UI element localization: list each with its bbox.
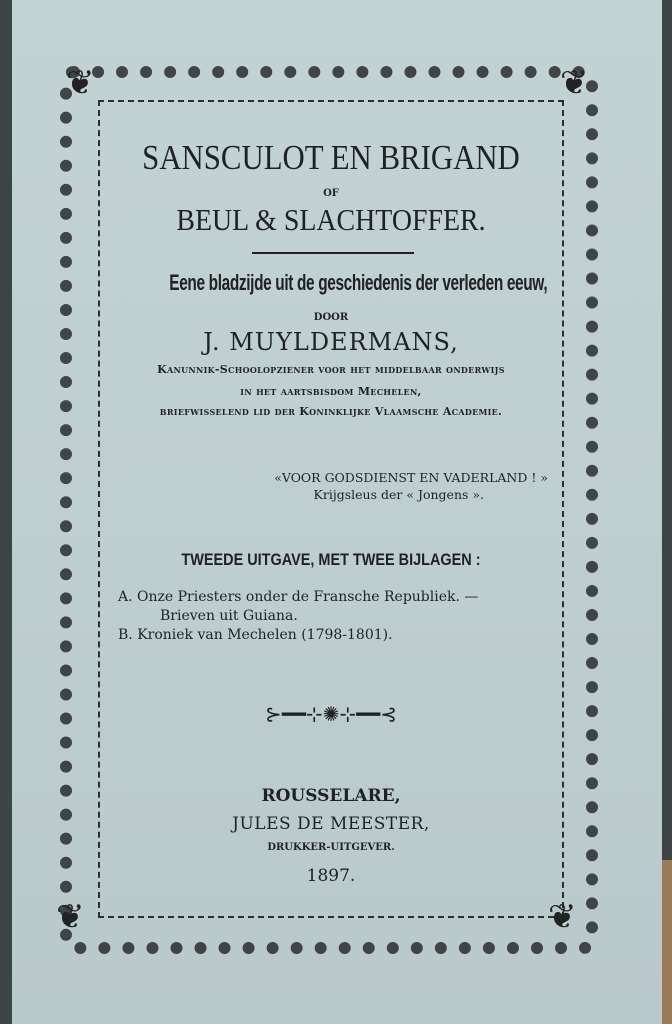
title-rule <box>252 252 414 254</box>
corner-ornament-icon: ❦ <box>560 63 589 103</box>
motto-source: Krijgsleus der « Jongens ». <box>313 487 484 502</box>
appendix-list <box>118 588 478 645</box>
description: Eene bladzijde uit de geschiedenis der verleden eeuw, <box>169 270 548 295</box>
appendix-item: B. Kroniek van Mechelen (1798-1801). <box>118 627 393 643</box>
title-conjunction: OF <box>323 188 339 199</box>
appendix-item: Brieven uit Guiana. <box>160 608 298 624</box>
ornament-divider-icon: ⊱━━⊹✺⊹━━⊰ <box>265 702 397 726</box>
book-edge <box>662 860 672 1024</box>
publication-place: ROUSSELARE, <box>261 786 401 806</box>
publication-year: 1897. <box>306 866 356 886</box>
book-title: SANSCULOT EN BRIGAND <box>142 138 520 177</box>
edition-heading: TWEEDE UITGAVE, MET TWEE BIJLAGEN : <box>181 550 481 569</box>
corner-ornament-icon: ❦ <box>66 63 95 103</box>
book-subtitle: BEUL & SLACHTOFFER. <box>176 202 486 237</box>
publisher: JULES DE MEESTER, <box>232 814 430 834</box>
appendix-item: A. Onze Priesters onder de Fransche Republiek. — <box>118 589 479 605</box>
author-title-line: in het aartsbisdom Mechelen, <box>240 385 422 398</box>
author-name: J. MUYLDERMANS, <box>203 328 459 356</box>
motto: «VOOR GODSDIENST EN VADERLAND ! » <box>274 470 548 485</box>
by-label: DOOR <box>313 312 349 323</box>
author-title-line: briefwisselend lid der Koninklijke Vlaamsche Academie. <box>159 405 503 418</box>
corner-ornament-icon: ❦ <box>56 897 85 937</box>
corner-ornament-icon: ❦ <box>548 897 577 937</box>
publisher-role: DRUKKER-UITGEVER. <box>267 842 395 853</box>
author-title-line: Kanunnik-Schoolopziener voor het middelbaar onderwijs <box>157 363 505 376</box>
